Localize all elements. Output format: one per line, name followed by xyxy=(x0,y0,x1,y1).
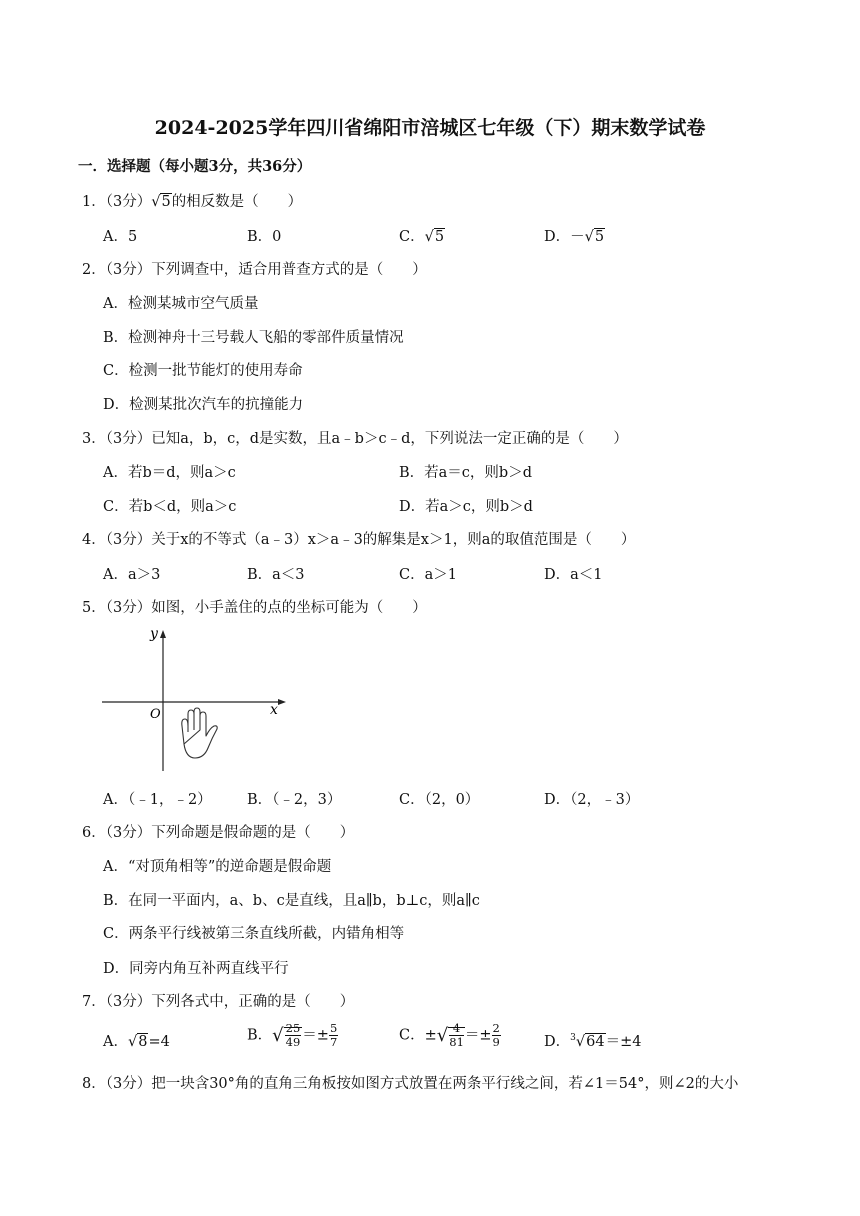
question-2: 2．（3分）下列调查中，适合用普查方式的是（ ） xyxy=(82,262,427,278)
q4-option-c: C．a＞1 xyxy=(399,567,457,583)
question-5: 5．（3分）如图，小手盖住的点的坐标可能为（ ） xyxy=(82,600,427,616)
q5-option-a: A．（﹣1，﹣2） xyxy=(103,792,212,808)
q7-option-d: D．$^3$√64＝±4 xyxy=(544,1033,642,1050)
q3-option-b: B．若a＝c，则b＞d xyxy=(399,465,532,481)
q1-option-c: C．√5 xyxy=(399,229,445,245)
coordinate-figure xyxy=(98,626,288,780)
q2-option-b: B．检测神舟十三号载人飞船的零部件质量情况 xyxy=(103,330,404,346)
q1-option-d: D．－√5 xyxy=(544,229,605,245)
question-8: 8．（3分）把一块含30°角的直角三角板按如图方式放置在两条平行线之间，若∠1＝54°，则∠2的大小 xyxy=(82,1076,739,1092)
q3-option-c: C．若b＜d，则a＞c xyxy=(103,499,237,515)
q2-option-c: C．检测一批节能灯的使用寿命 xyxy=(103,363,303,379)
q1-suffix: 的相反数是（ ） xyxy=(171,194,303,210)
q6-option-b: B．在同一平面内，a、b、c是直线，且a∥b，b⊥c，则a∥c xyxy=(103,893,480,909)
q7-b-label: B． xyxy=(247,1027,273,1044)
q3-option-a: A．若b＝d，则a＞c xyxy=(103,465,236,481)
question-6: 6．（3分）下列命题是假命题的是（ ） xyxy=(82,825,355,841)
x-arrow xyxy=(278,699,286,705)
q4-option-a: A．a＞3 xyxy=(103,567,161,583)
q5-option-d: D．（2，﹣3） xyxy=(544,792,640,808)
q5-option-c: C．（2，0） xyxy=(399,792,480,808)
q1-option-b: B．0 xyxy=(247,229,282,245)
q1-c-label: C． xyxy=(399,229,425,245)
coordinate-axes xyxy=(98,626,288,776)
q7-option-a: A．√8=4 xyxy=(103,1034,170,1050)
q2-option-d: D．检测某批次汽车的抗撞能力 xyxy=(103,397,304,413)
hand-icon xyxy=(182,708,217,758)
q1-prefix: 1．（3分） xyxy=(82,194,152,210)
y-label: y xyxy=(150,626,158,642)
question-7: 7．（3分）下列各式中，正确的是（ ） xyxy=(82,994,355,1010)
sqrt5: √5 xyxy=(151,194,171,210)
q7-c-label: C． xyxy=(399,1027,425,1044)
q1-option-a: A．5 xyxy=(103,229,138,245)
question-4: 4．（3分）关于x的不等式（a﹣3）x＞a﹣3的解集是x＞1，则a的取值范围是（ ） xyxy=(82,532,636,548)
origin-label: O xyxy=(150,707,161,722)
question-3: 3．（3分）已知a，b，c，d是实数，且a﹣b＞c﹣d，下列说法一定正确的是（ ） xyxy=(82,431,628,447)
q6-option-d: D．同旁内角互补两直线平行 xyxy=(103,961,289,977)
page-title: 2024-2025学年四川省绵阳市涪城区七年级（下）期末数学试卷 xyxy=(154,117,706,139)
q7-option-b: B．√ $\frac{25}{49}$ ＝± $\frac{5}{7}$ xyxy=(247,1021,338,1049)
q5-option-b: B．（﹣2，3） xyxy=(247,792,342,808)
x-label: x xyxy=(270,702,278,718)
q7-a-label: A． xyxy=(103,1034,128,1050)
q7-option-c: C．±√ $\frac{4}{81}$ ＝± $\frac{2}{9}$ xyxy=(399,1021,500,1049)
q3-option-d: D．若a＞c，则b＞d xyxy=(399,499,533,515)
q4-option-d: D．a＜1 xyxy=(544,567,603,583)
q6-option-c: C．两条平行线被第三条直线所截，内错角相等 xyxy=(103,926,405,942)
q4-option-b: B．a＜3 xyxy=(247,567,305,583)
q1-d-label: D． xyxy=(544,229,571,245)
question-1 xyxy=(82,190,302,211)
q7-d-label: D． xyxy=(544,1034,571,1050)
y-arrow xyxy=(160,630,166,638)
q6-option-a: A．“对顶角相等”的逆命题是假命题 xyxy=(103,859,332,875)
q2-option-a: A．检测某城市空气质量 xyxy=(103,296,259,312)
section-heading: 一．选择题（每小题3分，共36分） xyxy=(78,158,312,175)
